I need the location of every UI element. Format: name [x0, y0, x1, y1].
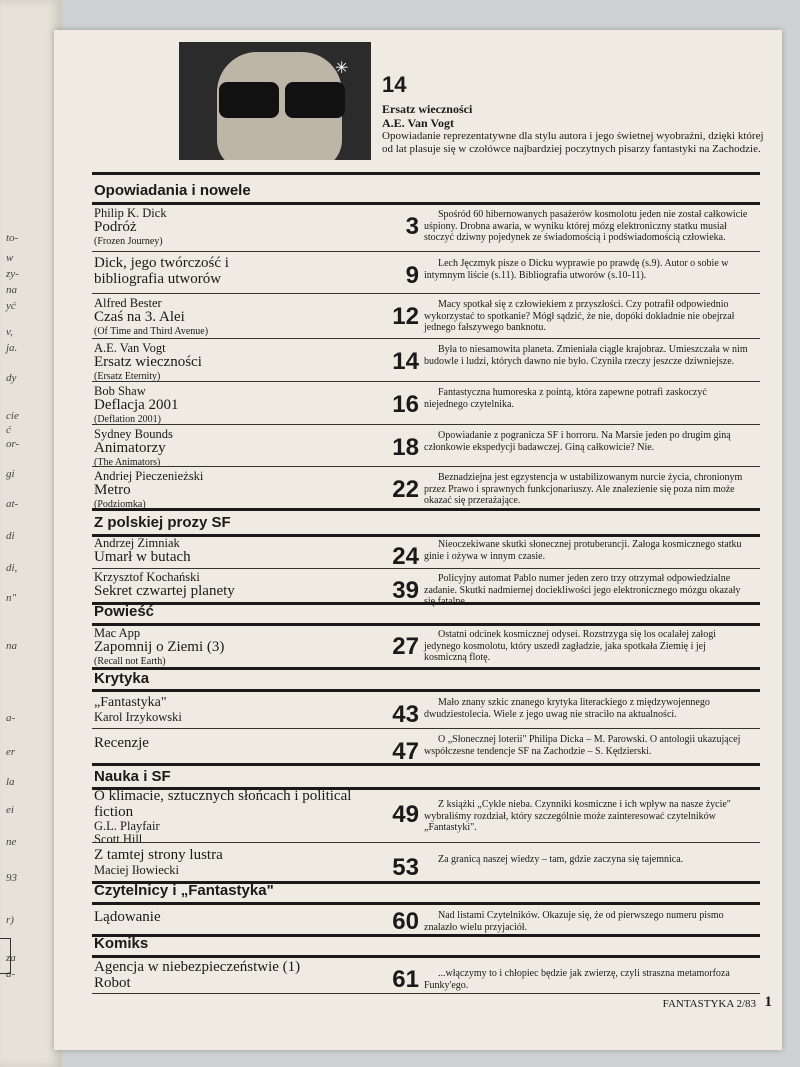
entry-description: Lech Jęczmyk pisze o Dicku wyprawie po prawdę (s.9). Autor o sobie w intymnym liście (s.11). Bibliografia utworów (s.10-11).: [424, 258, 729, 281]
entry-description: Policyjny automat Pablo numer jeden zero trzy otrzymał odpowiedzialne zadanie. Skutki nadmiernej dociekliwości jego elektronicznego mózgu okazały się fatalne.: [424, 573, 741, 607]
toc-entry[interactable]: A.E. Van Vogt Ersatz wieczności (Ersatz Eternity) 14 Była to niesamowita planeta. Zmieniała ciągle krajobraz. Umieszczała w nim budowle i ludzi, których dawno nie było. Czyniła rzeczy jeszcze dziwniejsze.: [94, 341, 748, 382]
adjacent-page-fragment: yć: [6, 300, 16, 312]
section-heading: Komiks: [94, 935, 149, 952]
divider: [92, 508, 760, 511]
divider: [92, 293, 760, 294]
page-number: 39: [392, 577, 419, 604]
page-number: 47: [392, 738, 419, 765]
hero-page-number: 14: [382, 72, 407, 97]
divider: [92, 763, 760, 766]
toc-entry[interactable]: Bob Shaw Deflacja 2001 (Deflation 2001) 16 Fantastyczna humoreska z pointą, która zapewne potrafi zaskoczyć niejednego czytelnika.: [94, 385, 754, 425]
toc-entry[interactable]: O klimacie, sztucznych słońcach i political fiction G.L. Playfair Scott Hill 49 Z książki „Cykle nieba. Czynniki kosmiczne i ich wpływ na nasze życie" wybraliśmy rozdział, który szczególnie może zainteresować czytelników „Fantastyki".: [94, 789, 754, 846]
divider: [92, 934, 760, 937]
divider: [92, 568, 760, 569]
entry-description: Spośród 60 hibernowanych pasażerów kosmolotu jeden nie został całkowicie uśpiony. Drobna awaria, w wyniku której mózg elektroniczny statku musiał stoczyć dziwny pojedynek ze świadomością i podświadomością człowieka.: [424, 209, 748, 243]
adjacent-page-fragment: ne: [6, 836, 17, 848]
divider: [92, 623, 760, 626]
page-number: 61: [392, 966, 419, 993]
toc-entry[interactable]: Mac App Zapomnij o Ziemi (3) (Recall not Earth) 27 Ostatni odcinek kosmicznej odysei. Rozstrzyga się los ocalałej załogi jedynego kosmolotu, który uszedł zagładzie, jaka spotkała Ziemię i jej kosmiczną flotę.: [94, 627, 754, 667]
entry-description: Mało znany szkic znanego krytyka literackiego z międzywojennego dwudziestolecia. Wiele z jego uwag nie straciło na aktualności.: [424, 697, 710, 720]
toc-entry[interactable]: „Fantastyka" Karol Irzykowski 43 Mało znany szkic znanego krytyka literackiego z międzywojennego dwudziestolecia. Wiele z jego uwag nie straciło na aktualności.: [94, 695, 754, 724]
hero-author: A.E. Van Vogt: [382, 116, 455, 130]
divider: [92, 689, 760, 692]
adjacent-page-fragment: di: [6, 530, 15, 542]
divider: [92, 338, 760, 339]
adjacent-page-fragment: di,: [6, 562, 18, 574]
divider: [92, 202, 760, 205]
adjacent-page-fragment: 93: [6, 872, 17, 884]
section-heading: Nauka i SF: [94, 768, 171, 785]
toc-entry[interactable]: Lądowanie 60 Nad listami Czytelników. Okazuje się, że od pierwszego numeru pismo znalazło wielu przyjaciół.: [94, 902, 754, 926]
entry-description: Za granicą naszej wiedzy – tam, gdzie zaczyna się tajemnica.: [438, 854, 684, 865]
page-number: 9: [405, 262, 419, 289]
page-number: 18: [392, 434, 419, 461]
entry-description: Nieoczekiwane skutki słonecznej protuberancji. Załoga kosmicznego statku ginie i ożywa w innym czasie.: [424, 539, 742, 562]
hero-illustration: [179, 42, 371, 160]
adjacent-page-fragment: or-: [6, 438, 20, 450]
page-number: 27: [392, 633, 419, 660]
adjacent-page-fragment: na: [6, 640, 17, 652]
divider: [92, 424, 760, 425]
page-number: 49: [392, 801, 419, 828]
hero-description: Opowiadanie reprezentatywne dla stylu autora i jego świetnej wyobraźni, dzięki której od lat plasuje się w czołówce najbardziej poczytnych pisarzy fantastyki na Zachodzie.: [382, 130, 764, 155]
divider: [92, 251, 760, 252]
adjacent-page-fragment: w: [6, 252, 14, 264]
adjacent-page-fragment: r): [6, 914, 14, 926]
toc-entry[interactable]: Andrzej Zimniak Umarł w butach 24 Nieoczekiwane skutki słonecznej protuberancji. Załoga kosmicznego statku ginie i ożywa w innym czasie.: [94, 537, 754, 566]
entry-description: Była to niesamowita planeta. Zmieniała ciągle krajobraz. Umieszczała w nim budowle i ludzi, których dawno nie było. Czyniła rzeczy jeszcze dziwniejsze.: [424, 344, 748, 367]
divider: [92, 728, 760, 729]
toc-entry[interactable]: Sydney Bounds Animatorzy (The Animators) 18 Opowiadanie z pogranicza SF i horroru. Na Marsie jeden po drugim giną członkowie ekspedycji badawczej. Giną całkowicie? Nie.: [94, 428, 754, 468]
adjacent-page-fragment: n": [6, 592, 17, 604]
page-number: 53: [392, 854, 419, 881]
toc-entry[interactable]: Dick, jego twórczość i bibliografia utworów 9 Lech Jęczmyk pisze o Dicku wyprawie po prawdę (s.9). Autor o sobie w intymnym liście (s.11). Bibliografia utworów (s.10-11).: [94, 256, 754, 287]
footer-page-number: 1: [764, 994, 772, 1010]
page-number: 3: [405, 213, 419, 240]
adjacent-page-fragment: ć: [6, 424, 11, 436]
divider: [92, 842, 760, 843]
toc-entry[interactable]: Philip K. Dick Podróż (Frozen Journey) 3 Spośród 60 hibernowanych pasażerów kosmolotu jeden nie został całkowicie uśpiony. Drobna awaria, w wyniku której mózg elektroniczny statku musiał stoczyć dziwny pojedynek ze świadomością i podświadomością człowieka.: [94, 206, 748, 247]
toc-entry[interactable]: Krzysztof Kochański Sekret czwartej planety 39 Policyjny automat Pablo numer jeden zero trzy otrzymał odpowiedzialne zadanie. Skutki nadmiernej dociekliwości jego elektronicznego mózgu okazały się fatalne.: [94, 571, 754, 600]
entry-description: Beznadziejna jest egzystencja w ustabilizowanym nurcie życia, chronionym przez Prawo i sprawnych funkcjonariuszy. Ale znalezienie się poza nim może okazać się przerażające.: [424, 472, 743, 506]
adjacent-page-fragment: na: [6, 284, 17, 296]
divider: [92, 955, 760, 958]
page-number: 43: [392, 701, 419, 728]
sparkle-icon: ✳: [335, 60, 349, 77]
adjacent-page-fragment: v,: [6, 326, 13, 338]
toc-entry[interactable]: Alfred Bester Czaś na 3. Alei (Of Time and Third Avenue) 12 Macy spotkał się z człowiekiem z przyszłości. Czy potrafił odpowiednio wykorzystać to spotkanie? Mógł sądzić, że nie, dopóki dokładnie nie obejrzał jednego fałszywego banknotu.: [94, 297, 754, 337]
adjacent-page-fragment: a-: [6, 712, 16, 724]
page-number: 14: [392, 348, 419, 375]
page-number: 12: [392, 303, 419, 330]
adjacent-page-box: [0, 938, 11, 974]
entry-description: O „Słonecznej loterii" Philipa Dicka – M. Parowski. O antologii ukazującej współczesne tendencje SF na Zachodzie – S. Kędzierski.: [424, 734, 741, 757]
page-number: 16: [392, 391, 419, 418]
adjacent-page-fragment: dy: [6, 372, 17, 384]
adjacent-page-fragment: er: [6, 746, 16, 758]
entry-description: Nad listami Czytelników. Okazuje się, że od pierwszego numeru pismo znalazło wielu przyjaciół.: [424, 910, 724, 933]
page-number: 24: [392, 543, 419, 570]
footer-magazine: FANTASTYKA 2/83: [662, 998, 756, 1010]
adjacent-page-fragment: la: [6, 776, 15, 788]
divider: [92, 993, 760, 994]
adjacent-page-fragment: to-: [6, 232, 19, 244]
section-heading: Powieść: [94, 603, 155, 620]
entry-description: Macy spotkał się z człowiekiem z przyszłości. Czy potrafił odpowiednio wykorzystać to spotkanie? Mógł sądzić, że nie, dopóki dokładnie nie obejrzał jednego fałszywego banknotu.: [424, 299, 735, 333]
hero-title: Ersatz wieczności: [382, 102, 473, 116]
adjacent-page-fragment: za: [6, 952, 16, 964]
entry-description: Opowiadanie z pogranicza SF i horroru. Na Marsie jeden po drugim giną członkowie ekspedycji badawczej. Giną całkowicie? Nie.: [424, 430, 731, 453]
section-heading: Krytyka: [94, 670, 150, 687]
page-number: 22: [392, 476, 419, 503]
divider: [92, 667, 760, 670]
entry-description: Ostatni odcinek kosmicznej odysei. Rozstrzyga się los ocalałej załogi jedynego kosmolotu, który uszedł zagładzie, jaka spotkała Ziemię i jej kosmiczną flotę.: [424, 629, 716, 663]
adjacent-page-fragment: ei: [6, 804, 14, 816]
divider: [92, 381, 760, 382]
divider: [92, 172, 760, 175]
adjacent-page-fragment: cie: [6, 410, 19, 422]
toc-entry[interactable]: Andriej Pieczenieżski Metro (Podziomka) 22 Beznadziejna jest egzystencja w ustabilizowanym nurcie życia, chronionym przez Prawo i sprawnych funkcjonariuszy. Ale znalezienie się poza nim może okazać się przerażające.: [94, 470, 754, 510]
magazine-page: [54, 30, 782, 1050]
divider: [92, 602, 760, 605]
toc-entry[interactable]: Z tamtej strony lustra Maciej Iłowiecki 53 Za granicą naszej wiedzy – tam, gdzie zaczyna się tajemnica.: [94, 848, 754, 877]
adjacent-page-fragment: zy-: [6, 268, 19, 280]
entry-description: Fantastyczna humoreska z pointą, która zapewne potrafi zaskoczyć niejednego czytelnika.: [424, 387, 707, 410]
toc-entry[interactable]: Agencja w niebezpieczeństwie (1) Robot 61 ...włączymy to i chłopiec będzie jak zwierzę, czyli straszna metamorfoza Funky'ego.: [94, 960, 754, 991]
entry-description: ...włączymy to i chłopiec będzie jak zwierzę, czyli straszna metamorfoza Funky'ego.: [424, 968, 730, 991]
adjacent-page-fragment: gi: [6, 468, 15, 480]
divider: [92, 466, 760, 467]
section-heading: Opowiadania i nowele: [94, 182, 251, 199]
section-heading: Z polskiej prozy SF: [94, 514, 231, 531]
toc-entry[interactable]: Recenzje 47 O „Słonecznej loterii" Philipa Dicka – M. Parowski. O antologii ukazującej współczesne tendencje SF na Zachodzie – S. Kędzierski.: [94, 732, 754, 752]
section-heading: Czytelnicy i „Fantastyka": [94, 882, 274, 899]
adjacent-page-fragment: ja.: [6, 342, 18, 354]
adjacent-page-fragment: at-: [6, 498, 19, 510]
entry-description: Z książki „Cykle nieba. Czynniki kosmiczne i ich wpływ na nasze życie" wybraliśmy rozdział, który szczególnie może zainteresować czytelników „Fantastyki".: [424, 799, 731, 833]
page-number: 60: [392, 908, 419, 935]
adjacent-page-fragment: a-: [6, 968, 16, 980]
